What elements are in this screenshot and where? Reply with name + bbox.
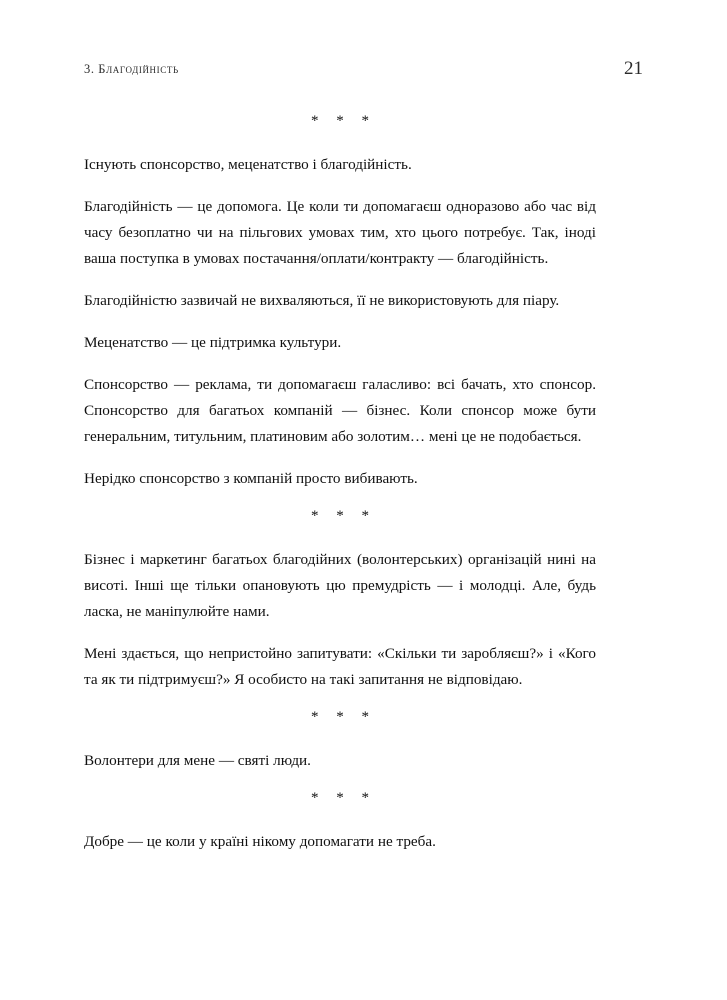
running-head: 3. Благодійність	[84, 62, 179, 76]
paragraph: Мені здається, що непристойно запитувати: «Скільки ти заробляєш?» і «Кого та як ти підтримуєш?» Я особисто на такі запитання не відповідаю.	[84, 645, 596, 688]
paragraph: Благодійність — це допомога. Це коли ти допомагаєш одноразово або час від часу безоплатно чи на пільгових умовах тим, хто цього потребує. Так, іноді ваша поступка в умовах постачання/оплати/контракту — благодійність.	[84, 198, 596, 267]
paragraph: Нерідко спонсорство з компаній просто вибивають.	[84, 470, 418, 487]
paragraph: Добре — це коли у країні нікому допомагати не треба.	[84, 833, 436, 850]
section-divider: * * *	[311, 790, 376, 806]
page-number: 21	[624, 58, 643, 79]
paragraph: Спонсорство — реклама, ти допомагаєш галасливо: всі бачать, хто спонсор. Спонсорство для багатьох компаній — бізнес. Коли спонсор може бути генеральним, титульним, платиновим або золотим… мені це не подобається.	[84, 376, 596, 445]
paragraph: Волонтери для мене — святі люди.	[84, 752, 311, 769]
page-body	[84, 105, 596, 855]
paragraph: Благодійністю зазвичай не вихваляються, її не використовують для піару.	[84, 292, 560, 309]
paragraph: Бізнес і маркетинг багатьох благодійних (волонтерських) організацій нині на висоті. Інші ще тільки опановують цю премудрість — і молодці. Але, будь ласка, не маніпулюйте нами.	[84, 551, 596, 620]
paragraph: Меценатство — це підтримка культури.	[84, 334, 342, 351]
paragraph: Існують спонсорство, меценатство і благодійність.	[84, 156, 412, 173]
section-divider: * * *	[311, 113, 376, 129]
section-divider: * * *	[311, 508, 376, 524]
section-divider: * * *	[311, 709, 376, 725]
